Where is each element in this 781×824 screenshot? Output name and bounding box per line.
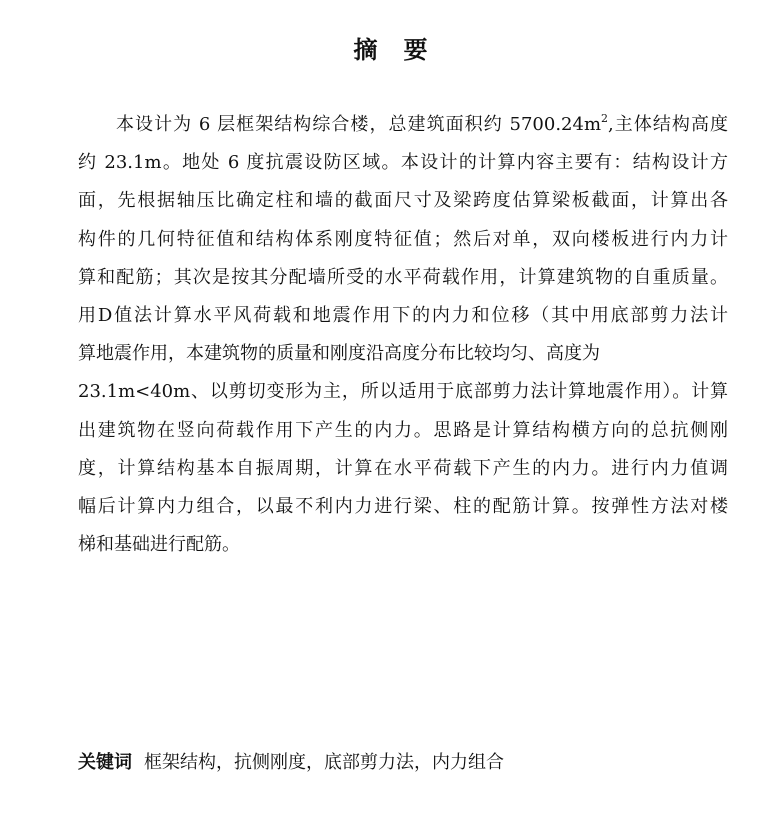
title-char-2: 要	[403, 36, 428, 64]
abstract-line-5: 算和配筋；其次是按其分配墙所受的水平荷载作用，计算建筑物的自重质量。	[78, 266, 728, 288]
abstract-line-1-tail: ,主体结构高度	[608, 114, 728, 135]
abstract-line-1	[78, 106, 728, 144]
abstract-line-9: 出建筑物在竖向荷载作用下产生的内力。思路是计算结构横方向的总抗侧刚	[78, 419, 728, 441]
abstract-title	[0, 30, 781, 65]
abstract-line-2: 约 23.1m。地处 6 度抗震设防区域。本设计的计算内容主要有：结构设计方	[78, 152, 728, 174]
title-char-1: 摘	[353, 36, 378, 64]
abstract-line-7: 算地震作用，本建筑物的质量和刚度沿高度分布比较均匀、高度为	[78, 343, 600, 365]
abstract-line-8: 23.1m<40m、以剪切变形为主，所以适用于底部剪力法计算地震作用）。计算	[78, 381, 728, 403]
abstract-line-10: 度，计算结构基本自振周期，计算在水平荷载下产生的内力。进行内力值调	[78, 457, 728, 479]
keywords-label: 关键词	[78, 752, 132, 773]
abstract-line-4: 构件的几何特征值和结构体系刚度特征值；然后对单，双向楼板进行内力计	[78, 228, 728, 250]
keywords	[78, 748, 504, 774]
keywords-text: 框架结构，抗侧刚度，底部剪力法，内力组合	[144, 752, 504, 773]
abstract-line-6: 用D值法计算水平风荷载和地震作用下的内力和位移（其中用底部剪力法计	[78, 304, 728, 326]
abstract-line-1-text: 本设计为 6 层框架结构综合楼，总建筑面积约 5700.24m	[116, 114, 602, 135]
abstract-line-12: 梯和基础进行配筋。	[78, 534, 240, 556]
abstract-body	[78, 106, 728, 564]
superscript-2: 2	[601, 112, 609, 125]
abstract-line-11: 幅后计算内力组合，以最不利内力进行梁、柱的配筋计算。按弹性方法对楼	[78, 495, 728, 517]
abstract-line-3: 面，先根据轴压比确定柱和墙的截面尺寸及梁跨度估算梁板截面，计算出各	[78, 190, 728, 212]
